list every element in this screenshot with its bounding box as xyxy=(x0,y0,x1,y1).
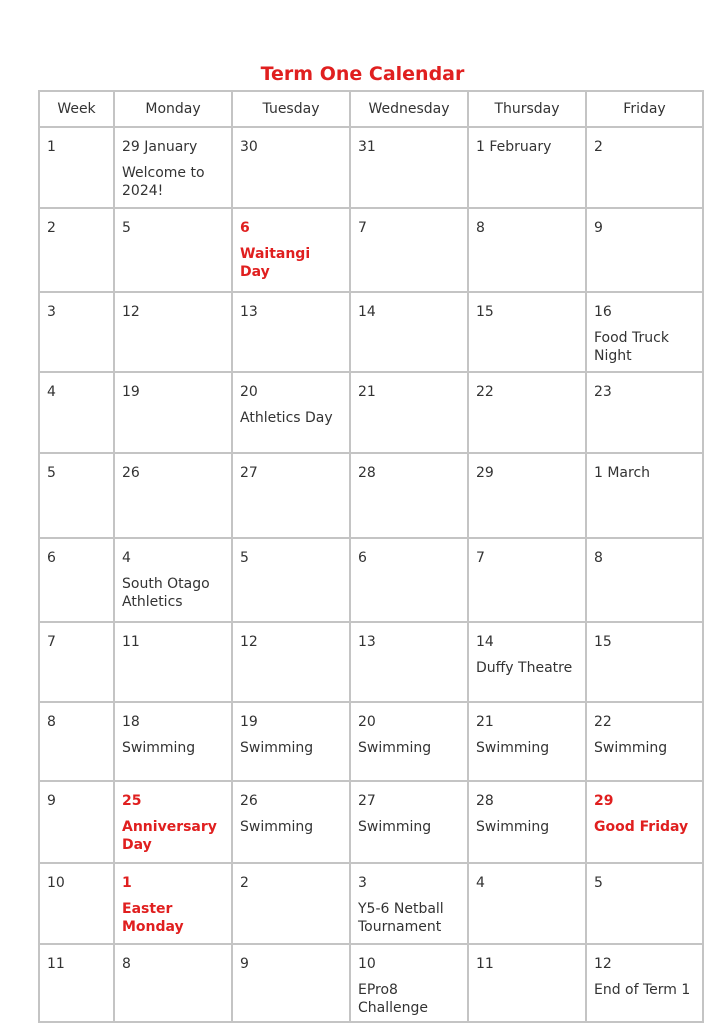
date-label: 31 xyxy=(358,139,376,155)
date-label: 1 February xyxy=(476,139,552,155)
date-label: 25 xyxy=(122,793,142,809)
day-cell-friday xyxy=(586,863,703,944)
date-label: 3 xyxy=(358,875,367,891)
day-cell-tuesday xyxy=(232,208,350,292)
day-cell-monday xyxy=(114,292,232,372)
event-label: End of Term 1 xyxy=(594,982,691,998)
day-cell-friday xyxy=(586,453,703,538)
day-cell-monday xyxy=(114,622,232,702)
header-monday: Monday xyxy=(114,91,232,127)
day-cell-friday xyxy=(586,944,703,1022)
event-label: South Otago Athletics xyxy=(122,576,210,610)
day-cell-wednesday xyxy=(350,372,468,453)
day-cell-tuesday xyxy=(232,538,350,622)
holiday-label: Easter Monday xyxy=(122,901,184,935)
date-label: 1 March xyxy=(594,465,651,481)
date-label: 29 xyxy=(476,465,494,481)
event-label: Swimming xyxy=(240,740,314,756)
calendar-title: Term One Calendar xyxy=(260,63,465,85)
day-cell-wednesday xyxy=(350,453,468,538)
day-cell-thursday xyxy=(468,781,586,863)
header-thursday: Thursday xyxy=(468,91,586,127)
date-label: 8 xyxy=(476,220,485,236)
day-cell-monday xyxy=(114,702,232,781)
day-cell-friday xyxy=(586,702,703,781)
term-calendar-table xyxy=(38,90,704,1023)
event-label: Duffy Theatre xyxy=(476,660,573,676)
day-cell-wednesday xyxy=(350,208,468,292)
day-cell-monday xyxy=(114,127,232,208)
date-label: 5 xyxy=(594,875,603,891)
week-row xyxy=(39,127,703,208)
event-label: Food Truck Night xyxy=(594,330,669,364)
date-label: 5 xyxy=(122,220,131,236)
day-cell-thursday xyxy=(468,944,586,1022)
event-label: Swimming xyxy=(240,819,314,835)
date-label: 19 xyxy=(122,384,140,400)
week-number: 3 xyxy=(39,292,114,372)
day-cell-thursday xyxy=(468,538,586,622)
date-label: 14 xyxy=(476,634,494,650)
date-label: 26 xyxy=(240,793,258,809)
day-cell-friday xyxy=(586,208,703,292)
day-cell-tuesday xyxy=(232,372,350,453)
date-label: 7 xyxy=(358,220,367,236)
event-label: Swimming xyxy=(594,740,668,756)
day-cell-wednesday xyxy=(350,702,468,781)
event-label: Swimming xyxy=(476,740,550,756)
date-label: 26 xyxy=(122,465,140,481)
date-label: 16 xyxy=(594,304,612,320)
week-number: 10 xyxy=(39,863,114,944)
day-cell-friday xyxy=(586,622,703,702)
day-cell-monday xyxy=(114,372,232,453)
day-cell-tuesday xyxy=(232,863,350,944)
date-label: 9 xyxy=(240,956,249,972)
date-label: 29 xyxy=(594,793,614,809)
day-cell-monday xyxy=(114,208,232,292)
day-cell-friday xyxy=(586,372,703,453)
date-label: 8 xyxy=(594,550,603,566)
date-label: 12 xyxy=(122,304,140,320)
day-cell-tuesday xyxy=(232,292,350,372)
day-cell-tuesday xyxy=(232,453,350,538)
date-label: 6 xyxy=(240,220,250,236)
date-label: 4 xyxy=(122,550,131,566)
week-row xyxy=(39,538,703,622)
week-number: 2 xyxy=(39,208,114,292)
day-cell-thursday xyxy=(468,702,586,781)
event-label: EPro8 Challenge xyxy=(358,982,428,1016)
event-label: Swimming xyxy=(358,740,432,756)
date-label: 15 xyxy=(476,304,494,320)
event-label: Y5-6 Netball Tournament xyxy=(358,901,444,935)
date-label: 20 xyxy=(240,384,258,400)
date-label: 4 xyxy=(476,875,485,891)
day-cell-thursday xyxy=(468,863,586,944)
holiday-label: Anniversary Day xyxy=(122,819,217,853)
day-cell-tuesday xyxy=(232,622,350,702)
day-cell-tuesday xyxy=(232,702,350,781)
date-label: 27 xyxy=(358,793,376,809)
day-cell-wednesday xyxy=(350,538,468,622)
date-label: 18 xyxy=(122,714,140,730)
day-cell-wednesday xyxy=(350,292,468,372)
week-number: 8 xyxy=(39,702,114,781)
date-label: 27 xyxy=(240,465,258,481)
header-wednesday: Wednesday xyxy=(350,91,468,127)
event-label: Welcome to 2024! xyxy=(122,165,205,199)
date-label: 28 xyxy=(476,793,494,809)
date-label: 30 xyxy=(240,139,258,155)
week-row xyxy=(39,863,703,944)
day-cell-wednesday xyxy=(350,127,468,208)
week-number: 9 xyxy=(39,781,114,863)
week-row xyxy=(39,944,703,1022)
week-row xyxy=(39,781,703,863)
day-cell-friday xyxy=(586,127,703,208)
day-cell-thursday xyxy=(468,372,586,453)
day-cell-wednesday xyxy=(350,944,468,1022)
week-row xyxy=(39,453,703,538)
date-label: 13 xyxy=(240,304,258,320)
week-number: 6 xyxy=(39,538,114,622)
date-label: 23 xyxy=(594,384,612,400)
day-cell-thursday xyxy=(468,622,586,702)
date-label: 11 xyxy=(122,634,140,650)
date-label: 6 xyxy=(358,550,367,566)
date-label: 22 xyxy=(476,384,494,400)
header-week: Week xyxy=(39,91,114,127)
date-label: 21 xyxy=(476,714,494,730)
day-cell-monday xyxy=(114,863,232,944)
date-label: 1 xyxy=(122,875,132,891)
week-number: 7 xyxy=(39,622,114,702)
date-label: 21 xyxy=(358,384,376,400)
day-cell-tuesday xyxy=(232,781,350,863)
day-cell-wednesday xyxy=(350,781,468,863)
day-cell-monday xyxy=(114,453,232,538)
day-cell-wednesday xyxy=(350,863,468,944)
event-label: Athletics Day xyxy=(240,410,333,426)
header-friday: Friday xyxy=(586,91,703,127)
event-label: Swimming xyxy=(476,819,550,835)
week-number: 5 xyxy=(39,453,114,538)
day-cell-tuesday xyxy=(232,944,350,1022)
header-row xyxy=(39,91,703,127)
date-label: 28 xyxy=(358,465,376,481)
week-row xyxy=(39,622,703,702)
date-label: 12 xyxy=(594,956,612,972)
day-cell-wednesday xyxy=(350,622,468,702)
week-number: 11 xyxy=(39,944,114,1022)
date-label: 10 xyxy=(358,956,376,972)
date-label: 20 xyxy=(358,714,376,730)
event-label: Swimming xyxy=(358,819,432,835)
date-label: 22 xyxy=(594,714,612,730)
date-label: 11 xyxy=(476,956,494,972)
holiday-label: Waitangi Day xyxy=(240,246,311,280)
date-label: 15 xyxy=(594,634,612,650)
date-label: 5 xyxy=(240,550,249,566)
date-label: 8 xyxy=(122,956,131,972)
day-cell-monday xyxy=(114,781,232,863)
date-label: 13 xyxy=(358,634,376,650)
day-cell-monday xyxy=(114,944,232,1022)
day-cell-friday xyxy=(586,538,703,622)
week-row xyxy=(39,292,703,372)
date-label: 29 January xyxy=(122,139,198,155)
header-tuesday: Tuesday xyxy=(232,91,350,127)
date-label: 9 xyxy=(594,220,603,236)
day-cell-monday xyxy=(114,538,232,622)
week-row xyxy=(39,702,703,781)
date-label: 2 xyxy=(240,875,249,891)
day-cell-thursday xyxy=(468,453,586,538)
date-label: 2 xyxy=(594,139,603,155)
week-number: 1 xyxy=(39,127,114,208)
day-cell-thursday xyxy=(468,292,586,372)
day-cell-thursday xyxy=(468,208,586,292)
week-row xyxy=(39,208,703,292)
date-label: 12 xyxy=(240,634,258,650)
week-row xyxy=(39,372,703,453)
holiday-label: Good Friday xyxy=(594,819,689,835)
day-cell-friday xyxy=(586,292,703,372)
day-cell-tuesday xyxy=(232,127,350,208)
week-number: 4 xyxy=(39,372,114,453)
date-label: 14 xyxy=(358,304,376,320)
day-cell-friday xyxy=(586,781,703,863)
event-label: Swimming xyxy=(122,740,196,756)
day-cell-thursday xyxy=(468,127,586,208)
date-label: 7 xyxy=(476,550,485,566)
calendar-body xyxy=(39,127,703,1022)
date-label: 19 xyxy=(240,714,258,730)
